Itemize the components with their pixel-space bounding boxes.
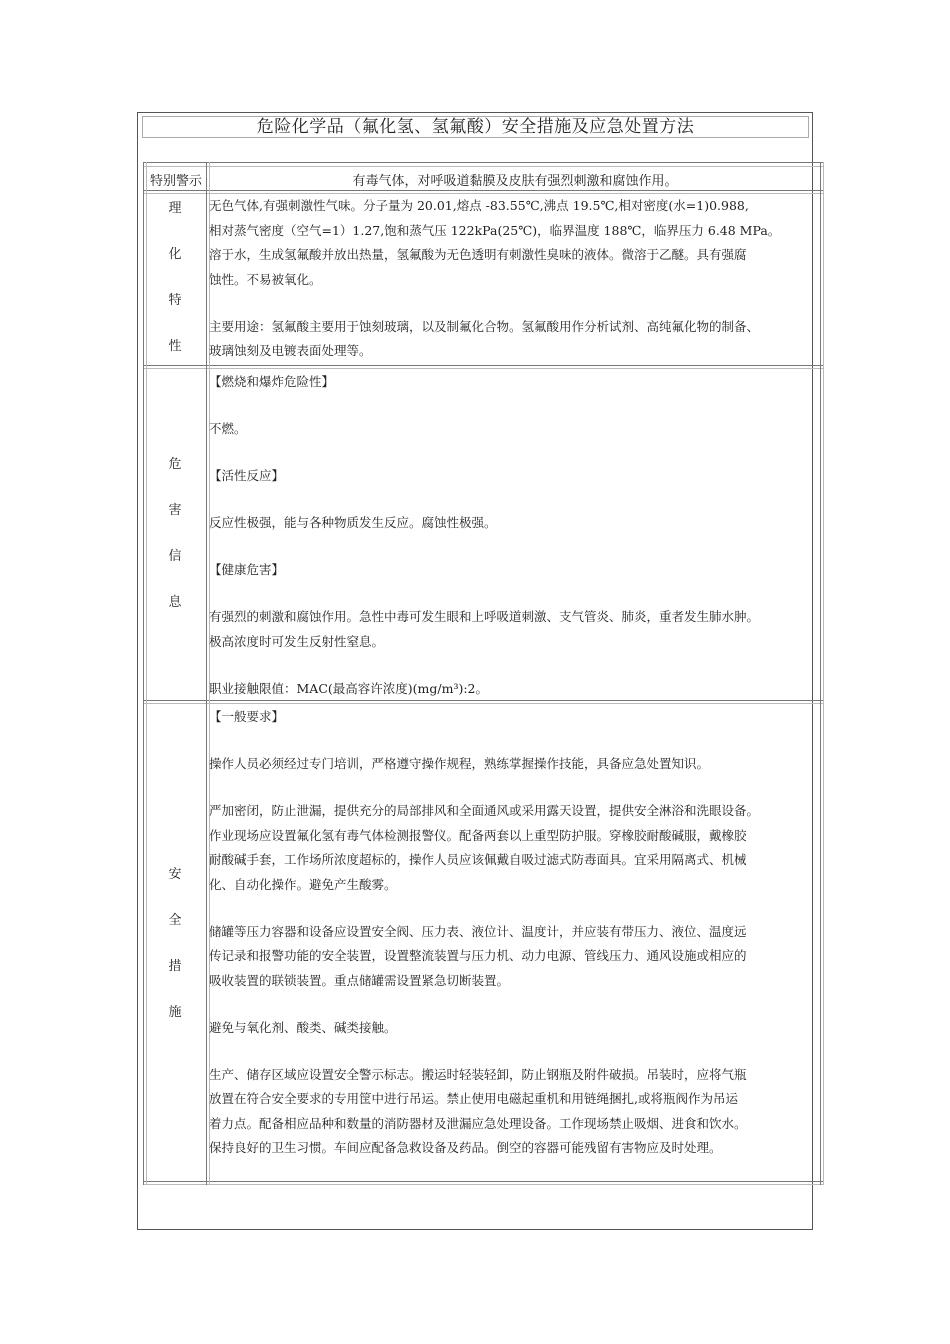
table-border-bottom [143,1181,824,1182]
row-divider-inner [143,368,824,369]
paragraph-gap [209,583,823,606]
paragraph-gap [209,654,823,677]
paragraph-gap [209,536,823,559]
properties-label [143,186,207,370]
label-char: 性 [168,339,182,354]
label-char: 危 [168,457,182,472]
label-char: 施 [168,1005,182,1020]
section-heading: 【燃烧和爆炸危险性】 [209,374,335,389]
label-char: 安 [168,867,182,882]
properties-content [209,194,823,364]
text-line: 生产、储存区域应设置安全警示标志。搬运时轻装轻卸，防止钢瓶及附件破损。吊装时，应将气瓶 [209,1066,747,1082]
text-line: 传记录和报警功能的安全装置，设置整流装置与压力机、动力电源、管线压力、通风设施或相应的 [209,948,747,963]
text-line: 溶于水，生成氢氟酸并放出热量，氢氟酸为无色透明有刺激性臭味的液体。微溶于乙醚。具有强腐 [209,247,747,262]
row-divider [143,365,824,366]
safety-label [143,852,207,1036]
text-line: 放置在符合安全要求的专用筐中进行吊运。禁止使用电磁起重机和用链绳捆扎,或将瓶阀作为吊运 [209,1091,738,1106]
document-title: 危险化学品（氟化氢、氢氟酸）安全措施及应急处置方法 [142,116,809,138]
text-line: 玻璃蚀刻及电镀表面处理等。 [209,343,372,358]
label-char: 化 [168,247,182,262]
safety-content [209,705,823,1161]
table-border-right-inner [823,162,824,1185]
text-line: 操作人员必须经过专门培训，严格遵守操作规程，熟练掌握操作技能，具备应急处置知识。 [209,756,710,771]
paragraph-gap [209,292,823,315]
warning-label: 特别警示 [149,174,202,189]
paragraph-gap [209,489,823,512]
paragraph-gap [209,1040,823,1063]
paragraph-gap [209,897,823,920]
label-char: 息 [168,595,182,610]
label-char: 害 [168,503,182,518]
row-divider-inner [143,703,824,704]
label-char: 措 [168,959,182,974]
text-line: 职业接触限值：MAC(最高容许浓度)(mg/m³):2。 [209,680,488,696]
table-border-bottom-inner [143,1184,824,1185]
table-border-top-inner [143,166,824,167]
section-heading: 【健康危害】 [209,562,285,577]
section-heading: 【活性反应】 [209,468,285,483]
hazards-label [143,442,207,626]
text-line: 作业现场应设置氟化氢有毒气体检测报警仪。配备两套以上重型防护服。穿橡胶耐酸碱服，戴橡胶 [209,827,747,843]
warning-text: 有毒气体，对呼吸道黏膜及皮肤有强烈刺激和腐蚀作用。 [352,174,678,189]
text-line: 主要用途：氢氟酸主要用于蚀刻玻璃，以及制氟化合物。氢氟酸用作分析试剂、高纯氟化物的制备、 [209,318,760,334]
text-line: 极高浓度时可发生反射性窒息。 [209,633,385,649]
paragraph-gap [209,993,823,1016]
section-heading: 【一般要求】 [209,709,285,724]
paragraph-gap [209,395,823,418]
label-char: 理 [168,201,182,216]
text-line: 相对蒸气密度（空气=1）1.27,饱和蒸气压 122kPa(25℃)，临界温度 188℃，临界压力 6.48 MPa。 [209,222,781,238]
text-line: 严加密闭，防止泄漏，提供充分的局部排风和全面通风或采用露天设置，提供安全淋浴和洗眼设备。 [209,803,760,818]
text-line: 反应性极强，能与各种物质发生反应。腐蚀性极强。 [209,515,497,530]
label-char: 信 [168,549,182,564]
text-line: 蚀性。不易被氧化。 [209,271,322,287]
table-border-top [143,162,824,163]
text-line: 无色气体,有强刺激性气味。分子量为 20.01,熔点 -83.55℃,沸点 19.5℃,相对密度(水=1)0.988, [209,198,749,213]
label-char: 全 [168,913,182,928]
text-line: 避免与氧化剂、酸类、碱类接触。 [209,1019,397,1035]
text-line: 保持良好的卫生习惯。车间应配备急救设备及药品。倒空的容器可能残留有害物应及时处理。 [209,1140,722,1155]
paragraph-gap [209,730,823,753]
text-line: 化、自动化操作。避免产生酸雾。 [209,876,397,892]
label-char: 特 [168,293,182,308]
paragraph-gap [209,442,823,465]
text-line: 储罐等压力容器和设备应设置安全阀、压力表、液位计、温度计，并应装有带压力、液位、温度远 [209,923,747,939]
hazards-content [209,370,823,701]
row-divider [143,190,824,191]
paragraph-gap [209,777,823,800]
text-line: 着力点。配备相应品种和数量的消防器材及泄漏应急处理设备。工作现场禁止吸烟、进食和饮水。 [209,1115,747,1131]
text-line: 不燃。 [209,421,247,436]
text-line: 耐酸碱手套，工作场所浓度超标的，操作人员应该佩戴自吸过滤式防毒面具。宜采用隔离式、机械 [209,852,747,867]
text-line: 吸收装置的联锁装置。重点储罐需设置紧急切断装置。 [209,972,510,988]
text-line: 有强烈的刺激和腐蚀作用。急性中毒可发生眼和上呼吸道刺激、支气管炎、肺炎，重者发生肺水肿。 [209,609,760,624]
